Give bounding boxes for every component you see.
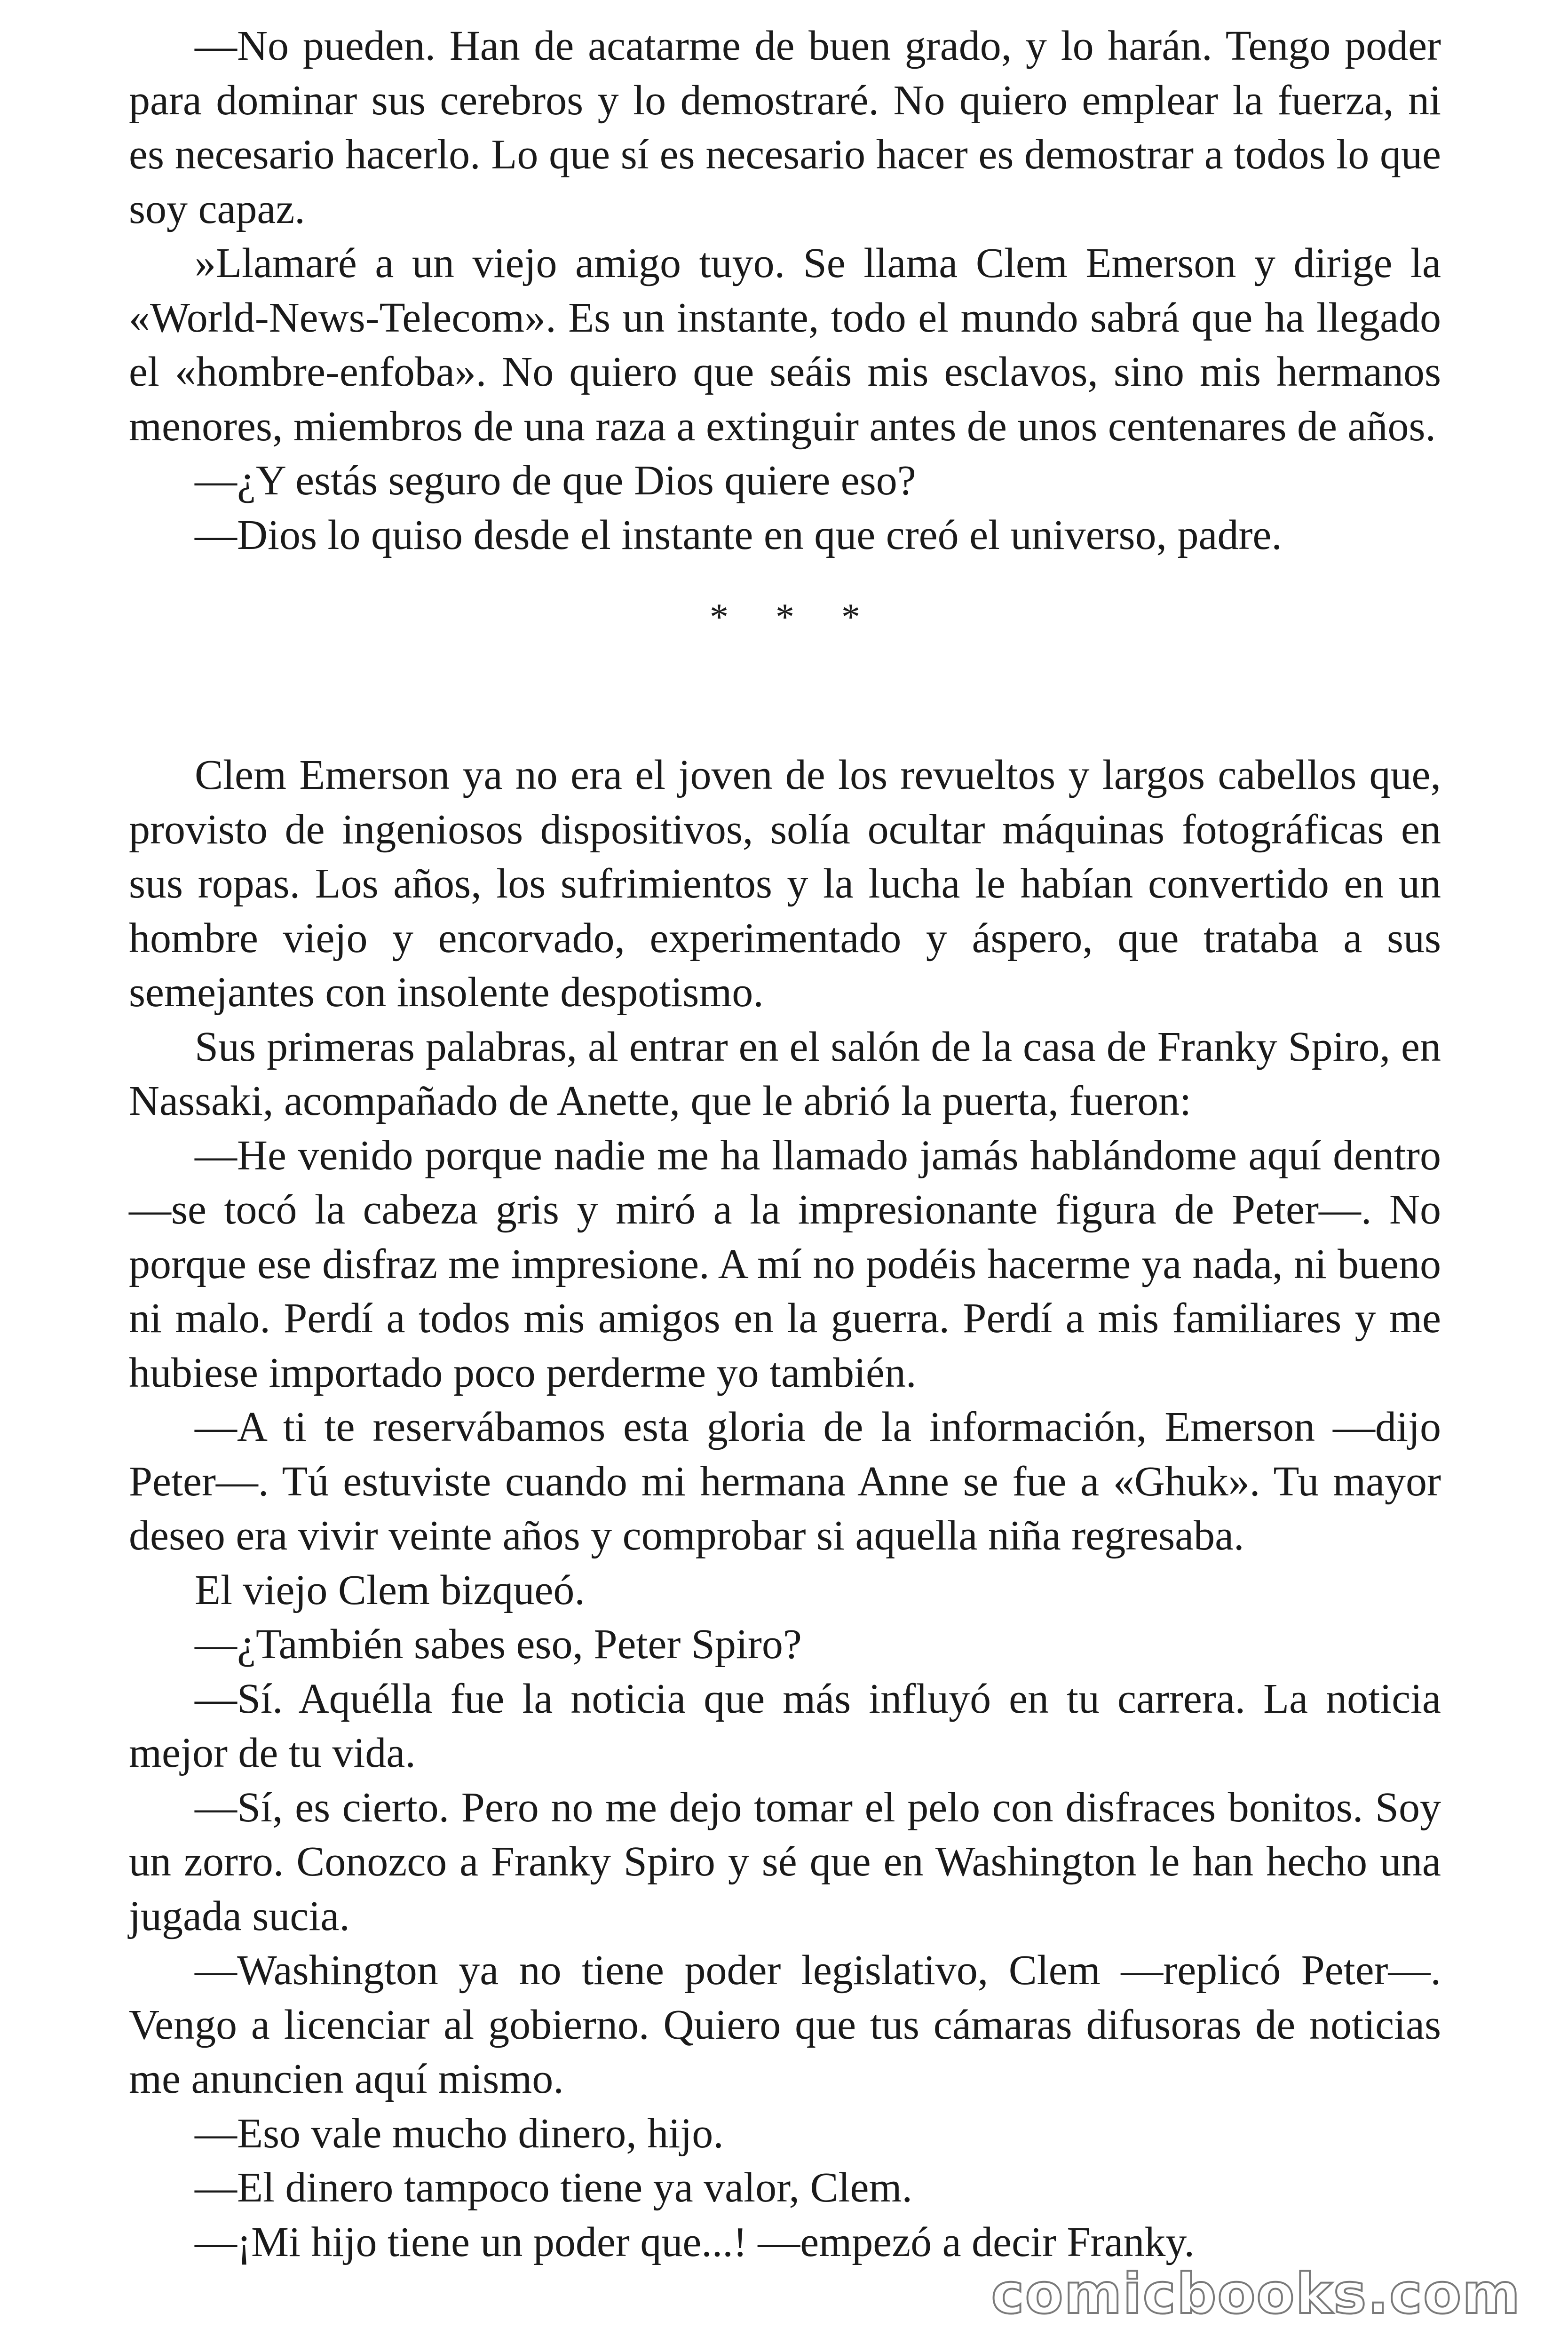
paragraph: —¿También sabes eso, Peter Spiro? [195,1621,802,1668]
paragraph: Clem Emerson ya no era el joven de los revueltos y largos cabellos que, provisto de ingeniosos dispositivos, solía ocultar máquinas fotográficas en sus ropas. Los años, los sufrimientos y la lucha le habían convertido en un hombre viejo y encorvado, experimentado y áspero, que trataba a sus semejantes con insolente despotismo. [129,752,1441,1016]
paragraph: —¡Mi hijo tiene un poder que...! —empezó a decir Franky. [195,2218,1195,2265]
section-separator: * * * [710,596,879,638]
paragraph: —Eso vale mucho dinero, hijo. [195,2110,724,2157]
section-after [129,748,1441,2269]
paragraph: Sus primeras palabras, al entrar en el salón de la casa de Franky Spiro, en Nassaki, acompañado de Anette, que le abrió la puerta, fueron: [129,1023,1441,1124]
document-page [129,19,1441,2269]
paragraph: —Sí, es cierto. Pero no me dejo tomar el pelo con disfraces bonitos. Soy un zorro. Conozco a Franky Spiro y sé que en Washington le han hecho una jugada sucia. [129,1784,1441,1939]
paragraph: —No pueden. Han de acatarme de buen grado, y lo harán. Tengo poder para dominar sus cerebros y lo demostraré. No quiero emplear la fuerza, ni es necesario hacerlo. Lo que sí es necesario hacer es demostrar a todos lo que soy capaz. [129,23,1441,232]
paragraph: —El dinero tampoco tiene ya valor, Clem. [195,2164,912,2211]
watermark-logo: comicbooks.com [991,2261,1521,2326]
paragraph: —Dios lo quiso desde el instante en que creó el universo, padre. [195,511,1282,558]
paragraph: —Sí. Aquélla fue la noticia que más influyó en tu carrera. La noticia mejor de tu vida. [129,1675,1441,1776]
paragraph: El viejo Clem bizqueó. [195,1566,585,1613]
paragraph: —A ti te reservábamos esta gloria de la información, Emerson —dijo Peter—. Tú estuviste cuando mi hermana Anne se fue a «Ghuk». Tu mayor deseo era vivir veinte años y comprobar si aquella niña regresaba. [129,1404,1441,1559]
paragraph: —He venido porque nadie me ha llamado jamás hablándome aquí dentro —se tocó la cabeza gris y miró a la impresionante figura de Peter—. No porque ese disfraz me impresione. A mí no podéis hacerme ya nada, ni bueno ni malo. Perdí a todos mis amigos en la guerra. Perdí a mis familiares y me hubiese importado poco perderme yo también. [129,1132,1441,1396]
paragraph: —Washington ya no tiene poder legislativo, Clem —replicó Peter—. Vengo a licenciar al gobierno. Quiero que tus cámaras difusoras de noticias me anuncien aquí mismo. [129,1947,1441,2102]
section-before [129,19,1441,562]
paragraph: —¿Y estás seguro de que Dios quiere eso? [195,457,916,504]
paragraph: »Llamaré a un viejo amigo tuyo. Se llama Clem Emerson y dirige la «World-News-Telecom». Es un instante, todo el mundo sabrá que ha llegado el «hombre-enfoba». No quiero que seáis mis esclavos, sino mis hermanos menores, miembros de una raza a extinguir antes de unos centenares de años. [129,240,1441,450]
